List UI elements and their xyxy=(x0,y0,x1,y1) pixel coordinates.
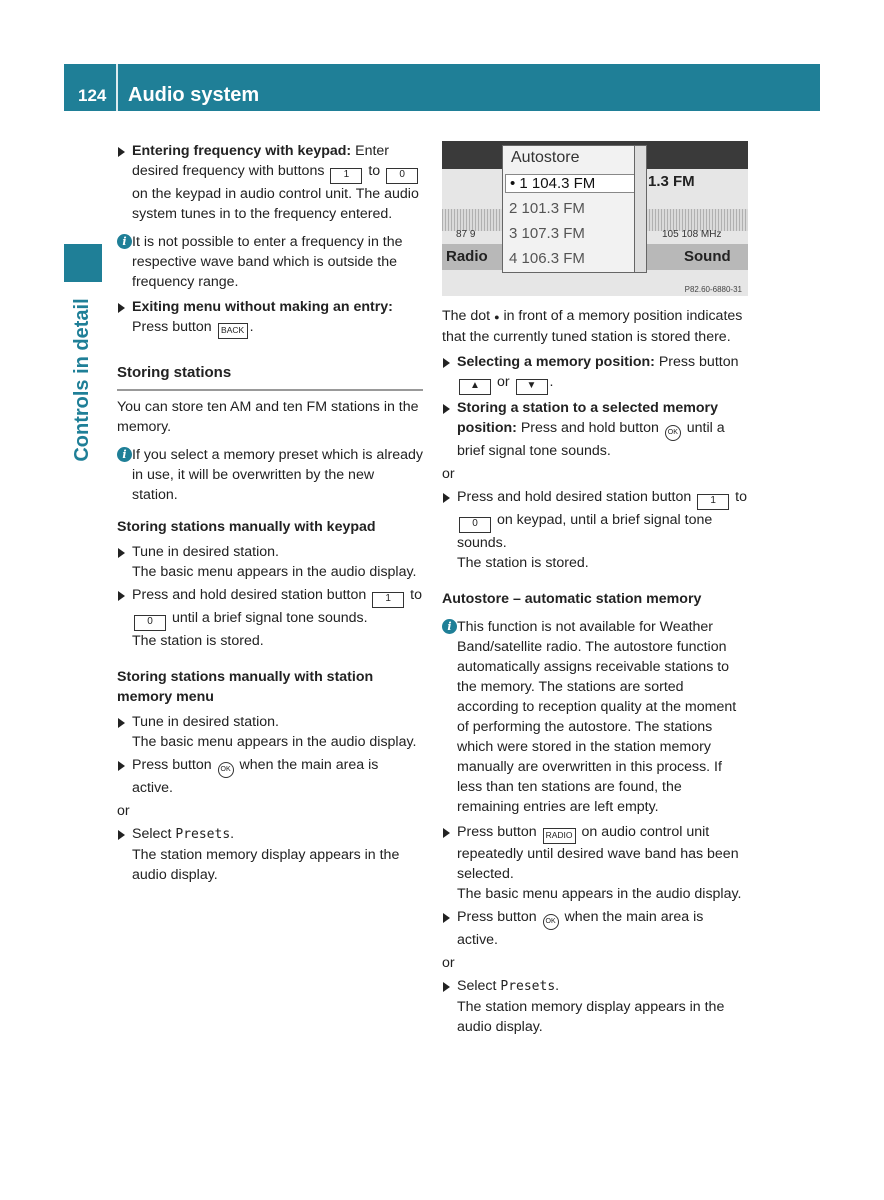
list-item: Selecting a memory position: Press button ▲ or ▼ . xyxy=(442,352,748,395)
up-key-icon: ▲ xyxy=(459,379,491,395)
back-key-icon: BACK xyxy=(218,323,248,339)
subheading: Autostore – automatic station memory xyxy=(442,591,702,607)
or-separator: or xyxy=(442,466,455,482)
radio-label: Radio xyxy=(446,248,488,265)
key-0-icon: 0 xyxy=(386,168,418,184)
list-item: Select Presets. The station memory display appears in the audio display. xyxy=(117,824,423,885)
right-column xyxy=(442,306,748,1040)
menu-scrollbar xyxy=(634,145,647,273)
bullet-triangle-icon xyxy=(118,591,125,601)
ok-button-icon: OK xyxy=(543,914,559,930)
info-icon: i xyxy=(117,447,132,462)
key-1-icon: 1 xyxy=(697,494,729,510)
section-tab-label: Controls in detail xyxy=(71,298,93,462)
list-item: Press button OK when the main area is active. xyxy=(117,755,423,798)
or-separator: or xyxy=(117,803,130,819)
audio-display-illustration xyxy=(442,141,748,296)
bullet-triangle-icon xyxy=(118,718,125,728)
radio-key-icon: RADIO xyxy=(543,828,576,844)
menu-title: Autostore xyxy=(511,149,580,166)
bullet-triangle-icon xyxy=(118,303,125,313)
bullet-triangle-icon xyxy=(443,404,450,414)
list-item: Press button RADIO on audio control unit repeatedly until desired wave band has been selected. The basic menu appears in the audio display. xyxy=(442,822,748,904)
left-column xyxy=(117,141,423,888)
bullet-triangle-icon xyxy=(443,828,450,838)
ok-button-icon: OK xyxy=(665,425,681,441)
menu-row: 3 107.3 FM xyxy=(509,225,585,242)
info-icon: i xyxy=(117,234,132,249)
list-item: Tune in desired station. The basic menu appears in the audio display. xyxy=(117,542,423,582)
ok-button-icon: OK xyxy=(218,762,234,778)
page-number: 124 xyxy=(78,86,107,105)
subheading: Storing stations manually with keypad xyxy=(117,519,376,535)
header-divider xyxy=(116,64,118,111)
list-item: Tune in desired station. The basic menu appears in the audio display. xyxy=(117,712,423,752)
list-item: Entering frequency with keypad: Enter desired frequency with buttons 1 to 0 on the keypad in audio control unit. The audio system tunes in to the frequency entered. xyxy=(117,141,423,224)
or-separator: or xyxy=(442,955,455,971)
info-note: i If you select a memory preset which is already in use, it will be overwritten by the new station. xyxy=(117,445,423,505)
list-item: Press and hold desired station button 1 to 0 until a brief signal tone sounds. The station is stored. xyxy=(117,585,423,651)
right-scale-ticks: 105 108 MHz xyxy=(662,229,722,240)
paragraph: The dot ● in front of a memory position indicates that the currently tuned station is stored there. xyxy=(442,308,743,345)
section-heading: Storing stations xyxy=(117,363,423,391)
key-1-icon: 1 xyxy=(330,168,362,184)
info-note: i It is not possible to enter a frequency in the respective wave band which is outside the frequency range. xyxy=(117,232,423,292)
bullet-triangle-icon xyxy=(443,982,450,992)
key-0-icon: 0 xyxy=(459,517,491,533)
bullet-triangle-icon xyxy=(118,830,125,840)
left-scale-ticks: 87 9 xyxy=(456,229,476,240)
current-frequency: 1.3 FM xyxy=(648,173,695,190)
info-note: i This function is not available for Weather Band/satellite radio. The autostore function automatically assigns receivable stations to the memory. The stations are sorted according to reception quality at the moment of performing the autostore. The stations which were stored in the station memory manually are overwritten in this process. If less than ten stations are found, the remaining entries are left empty. xyxy=(442,617,748,817)
list-item: Press and hold desired station button 1 to 0 on keypad, until a brief signal tone sounds. The station is stored. xyxy=(442,487,748,573)
bullet-triangle-icon xyxy=(443,358,450,368)
bullet-triangle-icon xyxy=(118,147,125,157)
menu-row: 2 101.3 FM xyxy=(509,200,585,217)
paragraph: You can store ten AM and ten FM stations in the memory. xyxy=(117,399,419,435)
info-icon: i xyxy=(442,619,457,634)
menu-row: 4 106.3 FM xyxy=(509,250,585,267)
autostore-menu xyxy=(502,145,636,273)
bullet-triangle-icon xyxy=(443,493,450,503)
key-0-icon: 0 xyxy=(134,615,166,631)
list-item: Exiting menu without making an entry: Press button BACK . xyxy=(117,297,423,339)
sound-label: Sound xyxy=(684,248,731,265)
bullet-triangle-icon xyxy=(118,761,125,771)
list-item: Select Presets. The station memory display appears in the audio display. xyxy=(442,976,748,1037)
dot-icon: ● xyxy=(494,312,500,322)
bullet-triangle-icon xyxy=(118,548,125,558)
key-1-icon: 1 xyxy=(372,592,404,608)
down-key-icon: ▼ xyxy=(516,379,548,395)
list-item: Storing a station to a selected memory position: Press and hold button OK until a brief signal tone sounds. xyxy=(442,398,748,461)
list-item: Press button OK when the main area is active. xyxy=(442,907,748,950)
page-title: Audio system xyxy=(128,84,260,106)
image-code: P82.60-6880-31 xyxy=(684,285,742,294)
bullet-triangle-icon xyxy=(443,913,450,923)
subheading: Storing stations manually with station memory menu xyxy=(117,669,374,705)
menu-row-selected: • 1 104.3 FM xyxy=(505,174,637,193)
page-header xyxy=(64,64,820,111)
